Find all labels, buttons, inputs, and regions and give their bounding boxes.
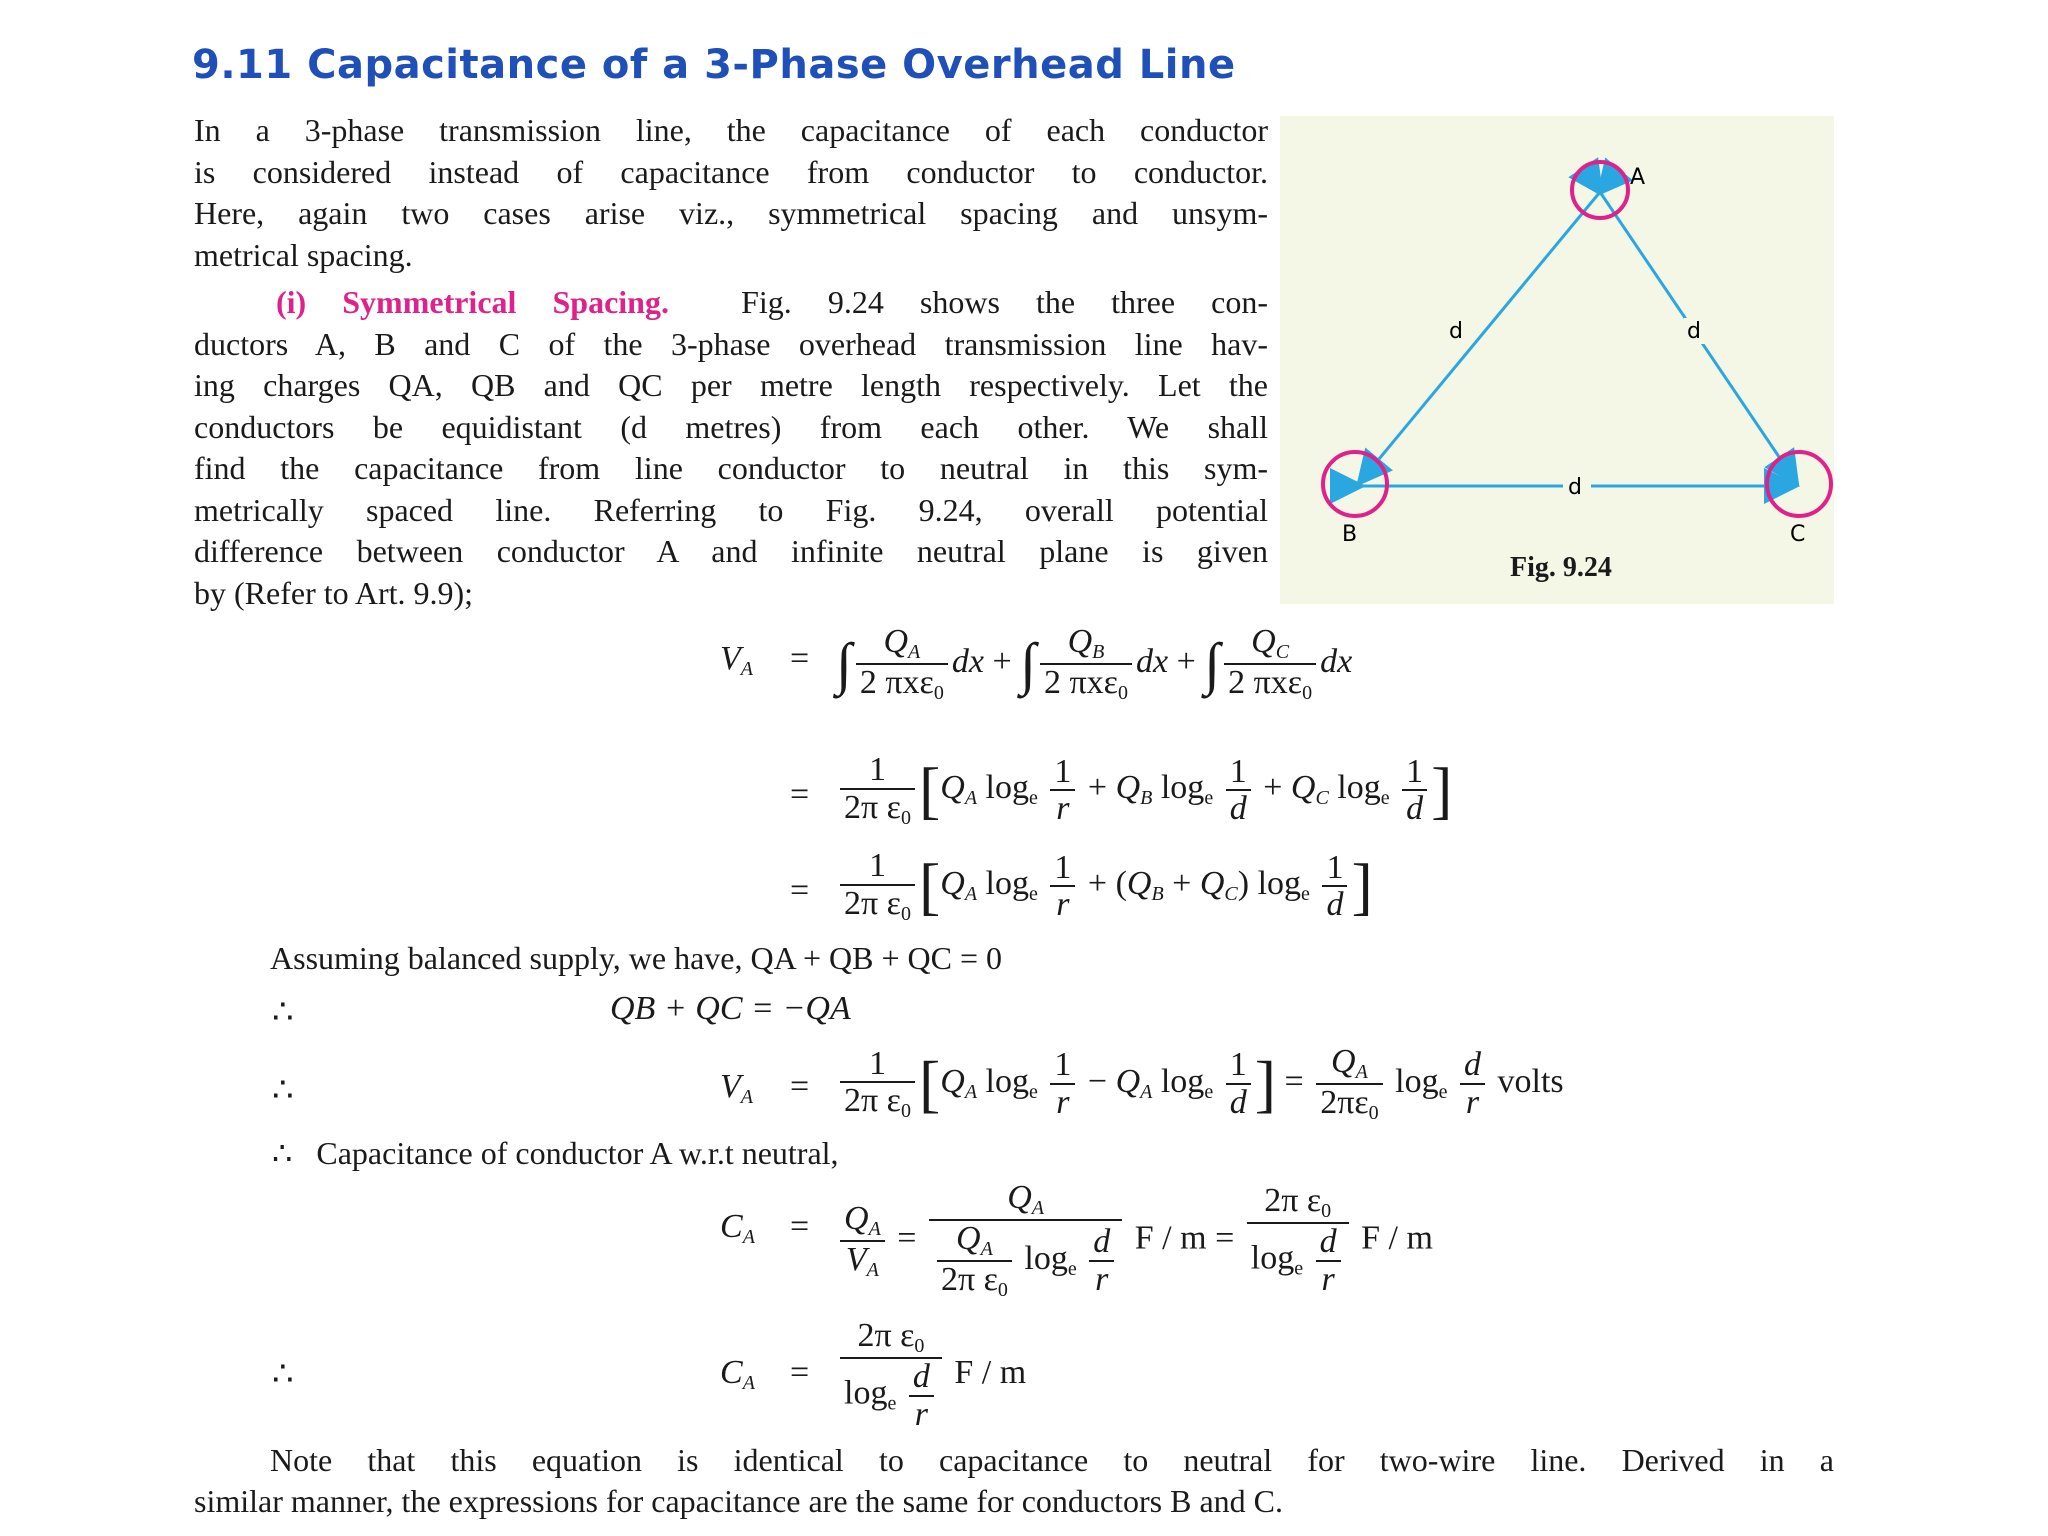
triangle-diagram [1280,116,1834,604]
case-line: ing charges QA, QB and QC per metre length respectively. Let the [194,367,1268,403]
figure-9-24 [1280,116,1834,604]
eq-line-3: $\frac{1}{2\pi \varepsilon_0}$ [$Q_A$ $\log_e$ $\frac{1}{r}$ + $(Q_B + Q_C)$ $\log_e$ $\frac{1}{d}$ ] [836,848,1373,925]
node-a-label: A [1630,165,1646,190]
eq-line-2: $\frac{1}{2\pi \varepsilon_0}$ [$Q_A$ $\log_e$ $\frac{1}{r}$ + $Q_B$ $\log_e$ $\frac{1}{d}$ + $Q_C$ $\log_e$ $\frac{1}{d}$ ] [836,752,1452,829]
balanced-supply-text: Assuming balanced supply, we have, QA + QB + QC = 0 [270,940,1002,976]
note-line: Note that this equation is identical to capacitance to neutral for two-wire line. Derived in a [270,1442,1834,1478]
conductor-c-ring [1767,452,1831,516]
note-paragraph [194,1440,1834,1522]
side-bc-label: d [1568,475,1582,500]
case-line: find the capacitance from line conductor to neutral in this sym- [194,450,1268,486]
section-heading: 9.11 Capacitance of a 3-Phase Overhead Line [192,42,1236,88]
case-line: metrically spaced line. Referring to Fig. 9.24, overall potential [194,491,1268,528]
symmetrical-paragraph [194,282,1268,614]
intro-line: Here, again two cases arise viz., symmetrical spacing and unsym- [194,195,1268,231]
intro-line: metrical spacing. [194,236,413,273]
case-line: by (Refer to Art. 9.9); [194,574,474,611]
eq-va-final: $\frac{1}{2\pi \varepsilon_0}$ [$Q_A$ $\log_e$ $\frac{1}{r}$ − $Q_A$ $\log_e$ $\frac{1}{d}$ ] = $\frac{Q_A}{2\pi\varepsilon_0}$ $\log_e$ $\frac{d}{r}$ volts [836,1044,1564,1124]
conductor-b-ring [1323,452,1387,516]
case-line: Fig. 9.24 shows the three con- [741,284,1269,320]
eq-sum: QB + QC = −QA [610,990,851,1027]
eq-va-lhs: $V_A$ [720,640,753,680]
eq-equals: = [790,640,810,677]
eq-ca-final: 2π $\varepsilon_0$ $\log_e$ $\frac{d}{r}$ F / m [836,1318,1026,1432]
case-first-line [194,282,1268,324]
conductor-a-ring [1572,162,1628,218]
side-ab [1360,192,1600,482]
therefore-3: ∴ [272,1135,293,1171]
therefore-4: ∴ [272,1356,294,1393]
figure-caption: Fig. 9.24 [1510,552,1612,583]
side-ac-label: d [1687,319,1701,344]
case-label: (i) Symmetrical Spacing. [276,284,669,320]
node-b-label: B [1342,522,1358,547]
intro-line: In a 3-phase transmission line, the capacitance of each conductor [194,112,1268,148]
capacitance-text: Capacitance of conductor A w.r.t neutral, [316,1135,839,1171]
case-line: conductors be equidistant (d metres) from each other. We shall [194,408,1268,445]
therefore-1: ∴ [272,994,294,1031]
intro-paragraph [194,110,1268,276]
case-line: difference between conductor A and infinite neutral plane is given [194,533,1268,569]
node-c-label: C [1790,522,1806,547]
eq-ca-1: $\frac{Q_A}{V_A}$ = $Q_A$ $\frac{Q_A}{2\pi \varepsilon_0}$ $\log_e$ $\frac{d}{r}$ F / m = 2π $\varepsilon_0$ $\log_e$ $\frac{d}{r}$ F / m [836,1180,1433,1301]
intro-line: is considered instead of capacitance from conductor to conductor. [194,153,1268,190]
eq-integrals: ∫ $\frac{Q_A}{2 \pi x\varepsilon_0}$ dx + ∫ $\frac{Q_B}{2 \pi x\varepsilon_0}$ dx + ∫ $\frac{Q_C}{2 \pi x\varepsilon_0}$ dx [836,623,1353,704]
case-line: ductors A, B and C of the 3-phase overhead transmission line hav- [194,325,1268,362]
note-line: similar manner, the expressions for capacitance are the same for conductors B and C. [194,1483,1283,1519]
therefore-2: ∴ [272,1072,294,1109]
side-ab-label: d [1449,319,1463,344]
